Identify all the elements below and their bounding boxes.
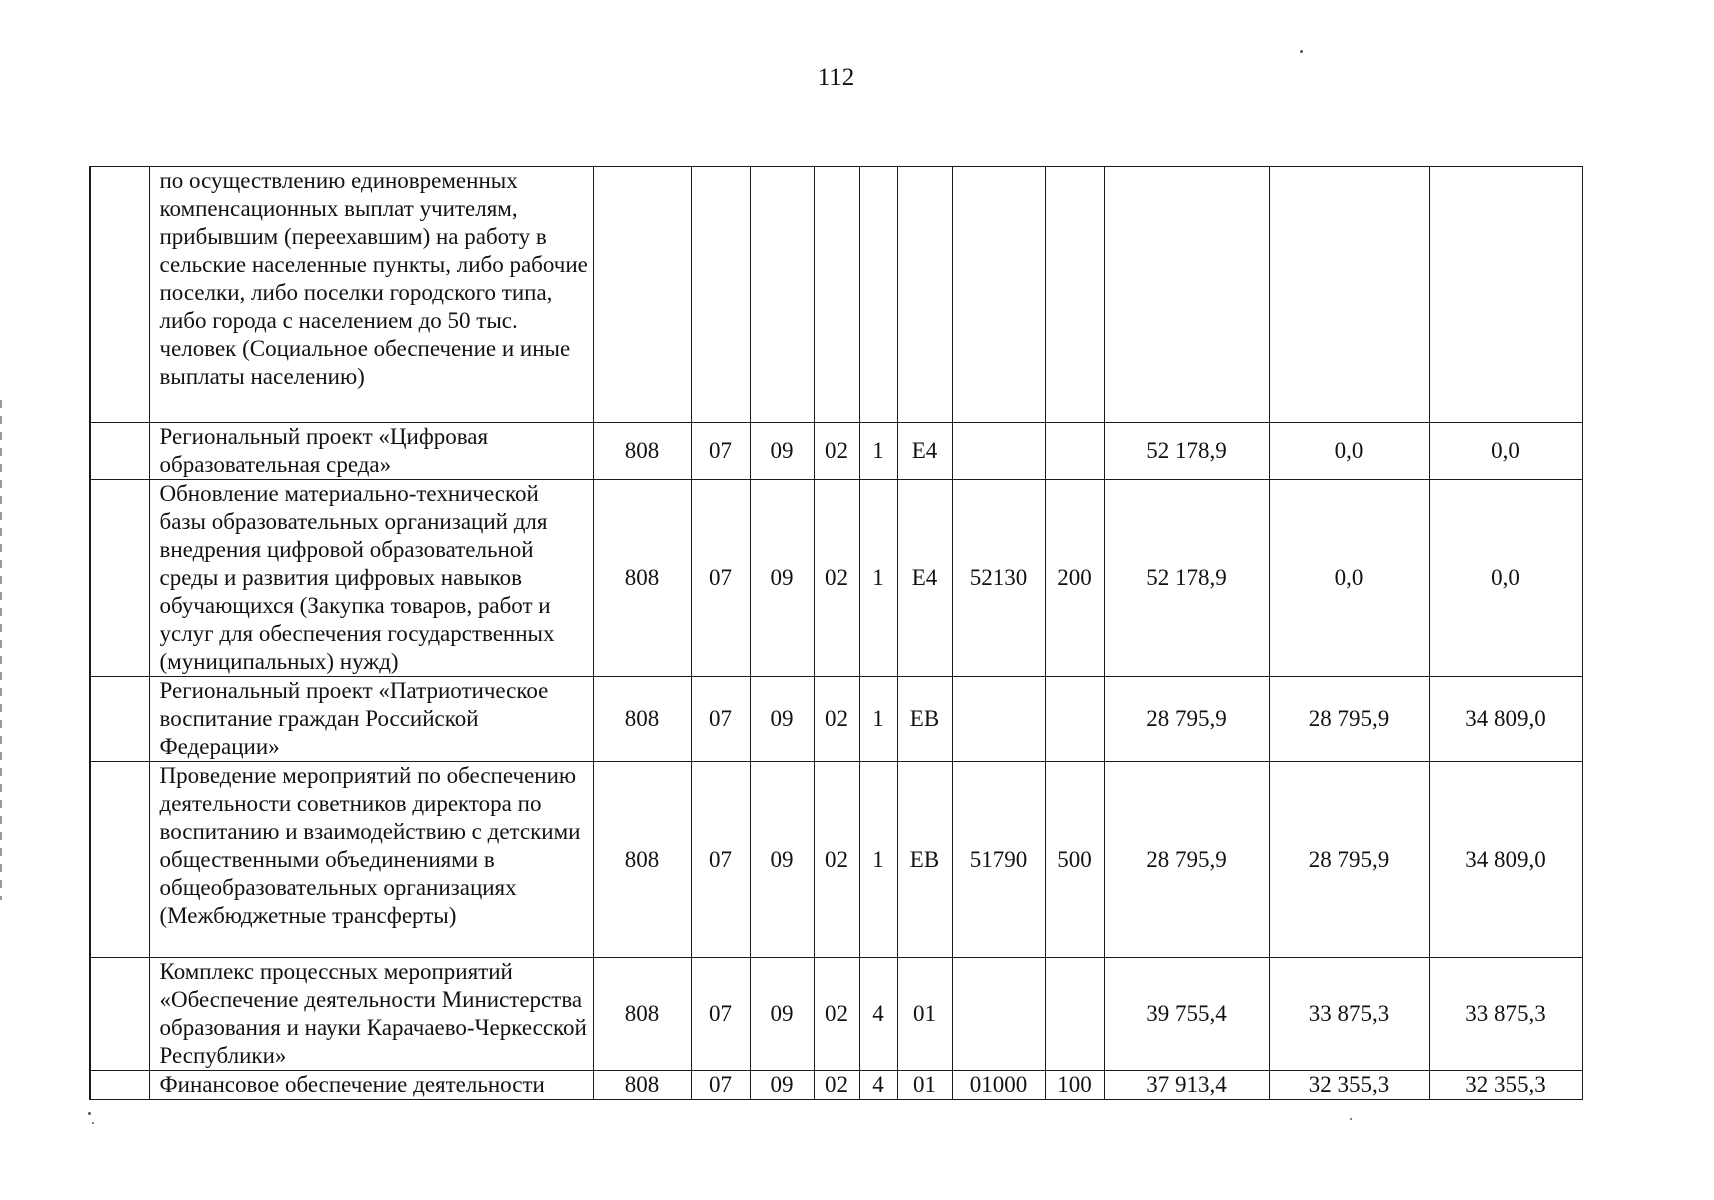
scan-speck: [88, 1112, 91, 1115]
code2-cell: E4: [897, 480, 952, 677]
code1-cell: 1: [859, 423, 897, 480]
table-body: [90, 167, 1582, 1100]
table-row: [90, 1071, 1582, 1100]
direction-cell: [952, 423, 1045, 480]
row-name-cell: по осуществлению единовременных компенсационных выплат учителям, прибывшим (переехавшим) на работу в сельские населенные пункты, либо рабочие поселки, либо поселки городского типа, либо города с населением до 50 тыс. человек (Социальное обеспечение и иные выплаты населению): [149, 167, 593, 423]
budget-table: [89, 166, 1583, 1100]
row-name-cell: Комплекс процессных мероприятий «Обеспечение деятельности Министерства образования и науки Карачаево-Черкесской Республики»: [149, 958, 593, 1071]
expense-type-cell: [1045, 423, 1104, 480]
code1-cell: 1: [859, 677, 897, 762]
scan-speck: [1350, 1118, 1352, 1120]
rz-cell: [691, 167, 750, 423]
table-row: [90, 167, 1582, 423]
rz-cell: 07: [691, 480, 750, 677]
program-cell: [814, 167, 859, 423]
row-name-cell: Финансовое обеспечение деятельности: [149, 1071, 593, 1100]
sum-year3-cell: 34 809,0: [1429, 677, 1582, 762]
code1-cell: 4: [859, 1071, 897, 1100]
table-row: [90, 677, 1582, 762]
scan-speck: [1300, 50, 1303, 53]
pr-cell: 09: [750, 958, 814, 1071]
row-number-cell: [90, 1071, 149, 1100]
code1-cell: 4: [859, 958, 897, 1071]
ved-cell: 808: [593, 480, 691, 677]
expense-type-cell: 200: [1045, 480, 1104, 677]
row-name-cell: Региональный проект «Цифровая образовательная среда»: [149, 423, 593, 480]
expense-type-cell: 100: [1045, 1071, 1104, 1100]
program-cell: 02: [814, 1071, 859, 1100]
direction-cell: 51790: [952, 762, 1045, 958]
code2-cell: EB: [897, 762, 952, 958]
page-number: 112: [817, 64, 855, 91]
sum-year1-cell: 28 795,9: [1104, 762, 1269, 958]
code1-cell: 1: [859, 762, 897, 958]
sum-year1-cell: 37 913,4: [1104, 1071, 1269, 1100]
direction-cell: 52130: [952, 480, 1045, 677]
code2-cell: [897, 167, 952, 423]
sum-year3-cell: 0,0: [1429, 423, 1582, 480]
expense-type-cell: [1045, 958, 1104, 1071]
program-cell: 02: [814, 958, 859, 1071]
row-number-cell: [90, 423, 149, 480]
ved-cell: 808: [593, 423, 691, 480]
rz-cell: 07: [691, 958, 750, 1071]
direction-cell: 01000: [952, 1071, 1045, 1100]
code2-cell: EB: [897, 677, 952, 762]
row-number-cell: [90, 762, 149, 958]
table-row: [90, 958, 1582, 1071]
rz-cell: 07: [691, 1071, 750, 1100]
row-number-cell: [90, 167, 149, 423]
code1-cell: [859, 167, 897, 423]
code2-cell: 01: [897, 1071, 952, 1100]
sum-year2-cell: 0,0: [1269, 480, 1429, 677]
pr-cell: [750, 167, 814, 423]
direction-cell: [952, 167, 1045, 423]
program-cell: 02: [814, 480, 859, 677]
program-cell: 02: [814, 423, 859, 480]
sum-year2-cell: 0,0: [1269, 423, 1429, 480]
sum-year2-cell: 28 795,9: [1269, 677, 1429, 762]
sum-year3-cell: [1429, 167, 1582, 423]
code2-cell: 01: [897, 958, 952, 1071]
sum-year1-cell: 52 178,9: [1104, 480, 1269, 677]
rz-cell: 07: [691, 762, 750, 958]
ved-cell: [593, 167, 691, 423]
sum-year2-cell: [1269, 167, 1429, 423]
ved-cell: 808: [593, 1071, 691, 1100]
expense-type-cell: [1045, 167, 1104, 423]
ved-cell: 808: [593, 762, 691, 958]
code2-cell: E4: [897, 423, 952, 480]
row-number-cell: [90, 677, 149, 762]
sum-year3-cell: 32 355,3: [1429, 1071, 1582, 1100]
code1-cell: 1: [859, 480, 897, 677]
sum-year2-cell: 32 355,3: [1269, 1071, 1429, 1100]
scan-speck: [92, 1122, 94, 1124]
rz-cell: 07: [691, 677, 750, 762]
row-number-cell: [90, 480, 149, 677]
sum-year3-cell: 33 875,3: [1429, 958, 1582, 1071]
direction-cell: [952, 677, 1045, 762]
pr-cell: 09: [750, 677, 814, 762]
sum-year2-cell: 28 795,9: [1269, 762, 1429, 958]
table-row: [90, 480, 1582, 677]
table-row: [90, 423, 1582, 480]
pr-cell: 09: [750, 1071, 814, 1100]
pr-cell: 09: [750, 480, 814, 677]
sum-year1-cell: [1104, 167, 1269, 423]
pr-cell: 09: [750, 423, 814, 480]
expense-type-cell: [1045, 677, 1104, 762]
sum-year1-cell: 39 755,4: [1104, 958, 1269, 1071]
ved-cell: 808: [593, 677, 691, 762]
sum-year3-cell: 34 809,0: [1429, 762, 1582, 958]
pr-cell: 09: [750, 762, 814, 958]
direction-cell: [952, 958, 1045, 1071]
sum-year1-cell: 28 795,9: [1104, 677, 1269, 762]
program-cell: 02: [814, 677, 859, 762]
row-number-cell: [90, 958, 149, 1071]
row-name-cell: Обновление материально-технической базы образовательных организаций для внедрения цифровой образовательной среды и развития цифровых навыков обучающихся (Закупка товаров, работ и услуг для обеспечения государственных (муниципальных) нужд): [149, 480, 593, 677]
table-row: [90, 762, 1582, 958]
rz-cell: 07: [691, 423, 750, 480]
row-name-cell: Проведение мероприятий по обеспечению деятельности советников директора по воспитанию и взаимодействию с детскими общественными объединениями в общеобразовательных организациях (Межбюджетные трансферты): [149, 762, 593, 958]
program-cell: 02: [814, 762, 859, 958]
scan-edge-artifact: [0, 400, 2, 900]
row-name-cell: Региональный проект «Патриотическое воспитание граждан Российской Федерации»: [149, 677, 593, 762]
sum-year1-cell: 52 178,9: [1104, 423, 1269, 480]
ved-cell: 808: [593, 958, 691, 1071]
sum-year3-cell: 0,0: [1429, 480, 1582, 677]
expense-type-cell: 500: [1045, 762, 1104, 958]
sum-year2-cell: 33 875,3: [1269, 958, 1429, 1071]
